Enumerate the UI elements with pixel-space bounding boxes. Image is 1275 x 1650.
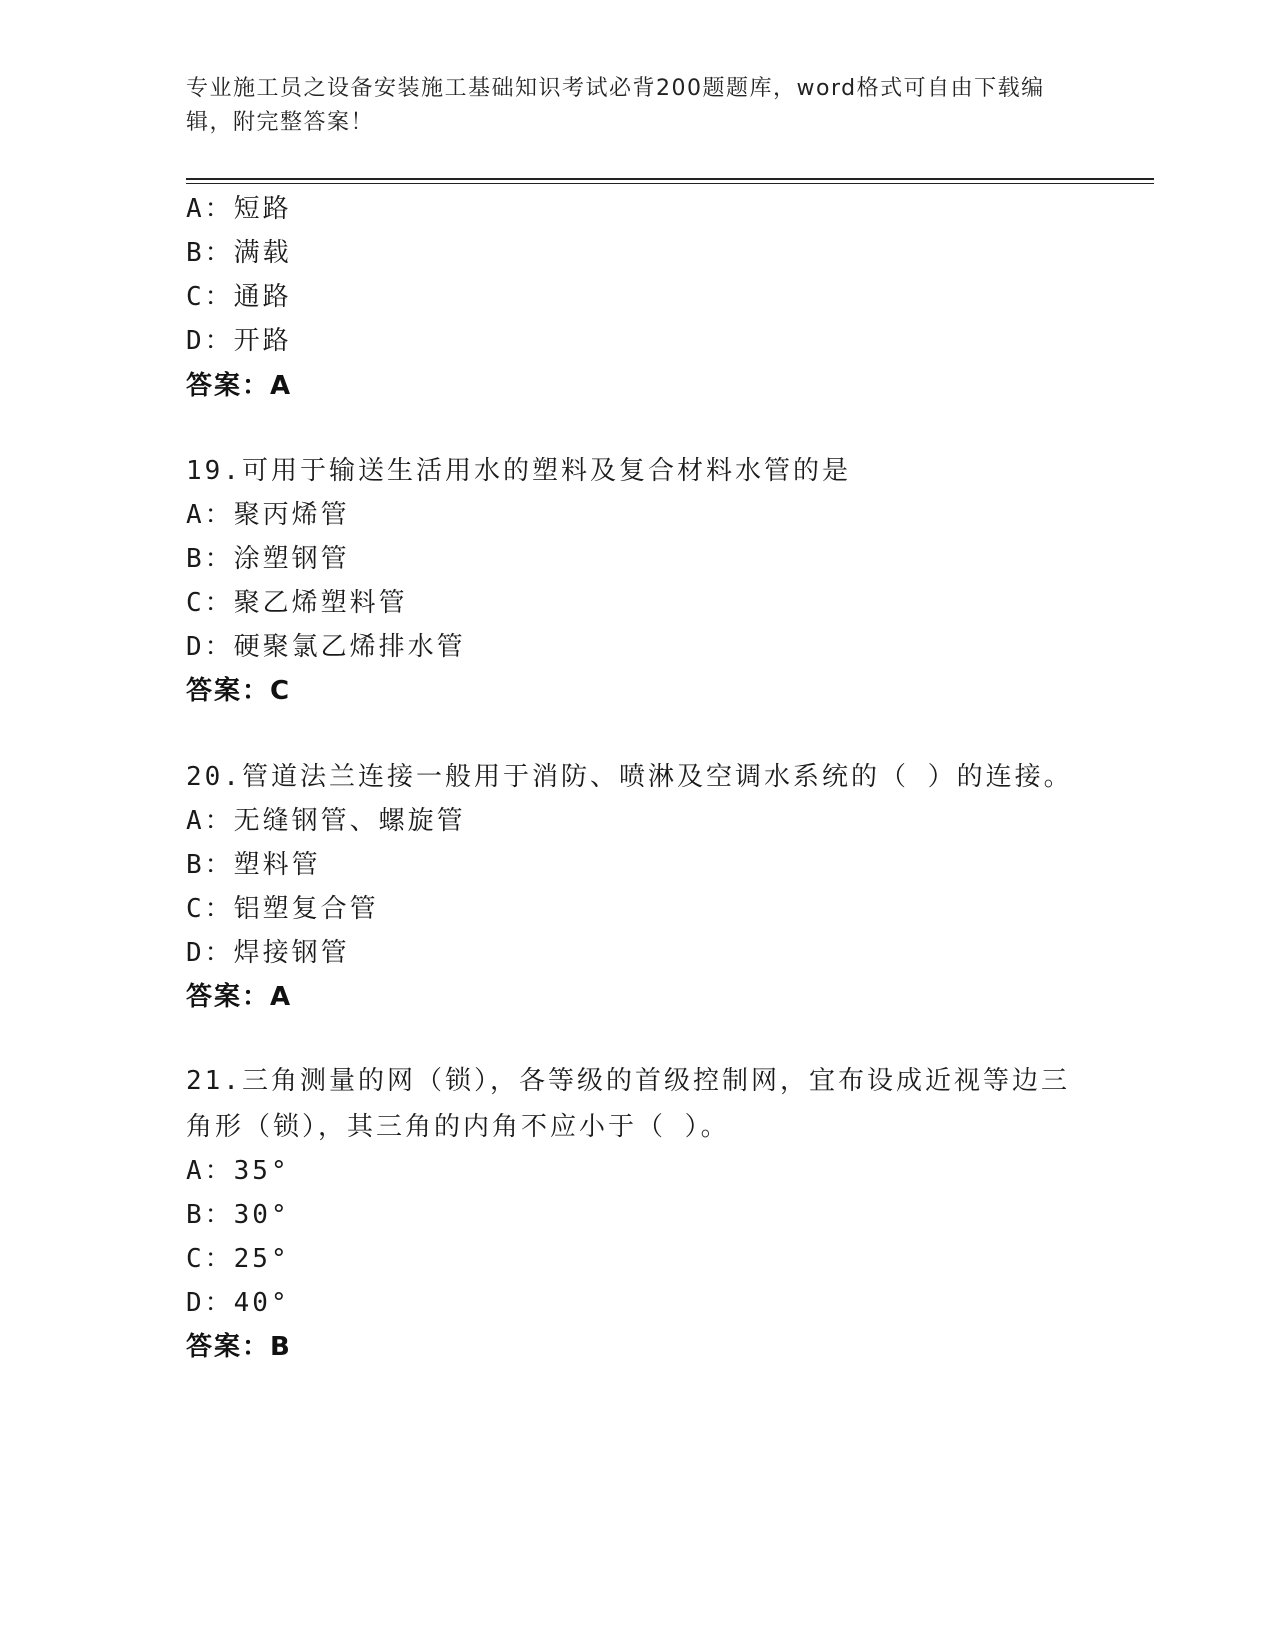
q21-option-d: D：40° <box>186 1288 290 1318</box>
q18-option-b: B：满载 <box>186 238 292 268</box>
q21-option-a: A：35° <box>186 1156 290 1186</box>
q19-option-a: A：聚丙烯管 <box>186 500 350 530</box>
q19-option-c: C：聚乙烯塑料管 <box>186 588 408 618</box>
q19-option-d: D：硬聚氯乙烯排水管 <box>186 632 466 662</box>
q19-option-b: B：涂塑钢管 <box>186 544 350 574</box>
q21-option-c: C：25° <box>186 1244 290 1274</box>
document-header: 专业施工员之设备安装施工基础知识考试必背200题题库，word格式可自由下载编辑，附完整答案！ <box>186 76 1045 135</box>
q20-option-a: A：无缝钢管、螺旋管 <box>186 806 466 836</box>
q20-answer: 答案：A <box>186 982 293 1012</box>
q21-answer: 答案：B <box>186 1332 292 1362</box>
q19-question: 19.可用于输送生活用水的塑料及复合材料水管的是 <box>186 456 851 486</box>
q18-option-c: C：通路 <box>186 282 292 312</box>
q21-question: 21.三角测量的网（锁），各等级的首级控制网，宜布设成近视等边三角形（锁），其三角的内角不应小于（ ）。 <box>186 1066 1070 1142</box>
q20-option-d: D：焊接钢管 <box>186 938 350 968</box>
q18-answer: 答案：A <box>186 371 293 401</box>
q18-option-a: A：短路 <box>186 194 292 224</box>
q18-option-d: D：开路 <box>186 326 292 356</box>
header-divider-thin <box>186 183 1154 184</box>
q20-option-b: B：塑料管 <box>186 850 321 880</box>
q21-option-b: B：30° <box>186 1200 290 1230</box>
header-divider-thick <box>186 178 1154 180</box>
q20-option-c: C：铝塑复合管 <box>186 894 379 924</box>
q19-answer: 答案：C <box>186 676 292 706</box>
q20-question: 20.管道法兰连接一般用于消防、喷淋及空调水系统的（ ）的连接。 <box>186 762 1073 792</box>
